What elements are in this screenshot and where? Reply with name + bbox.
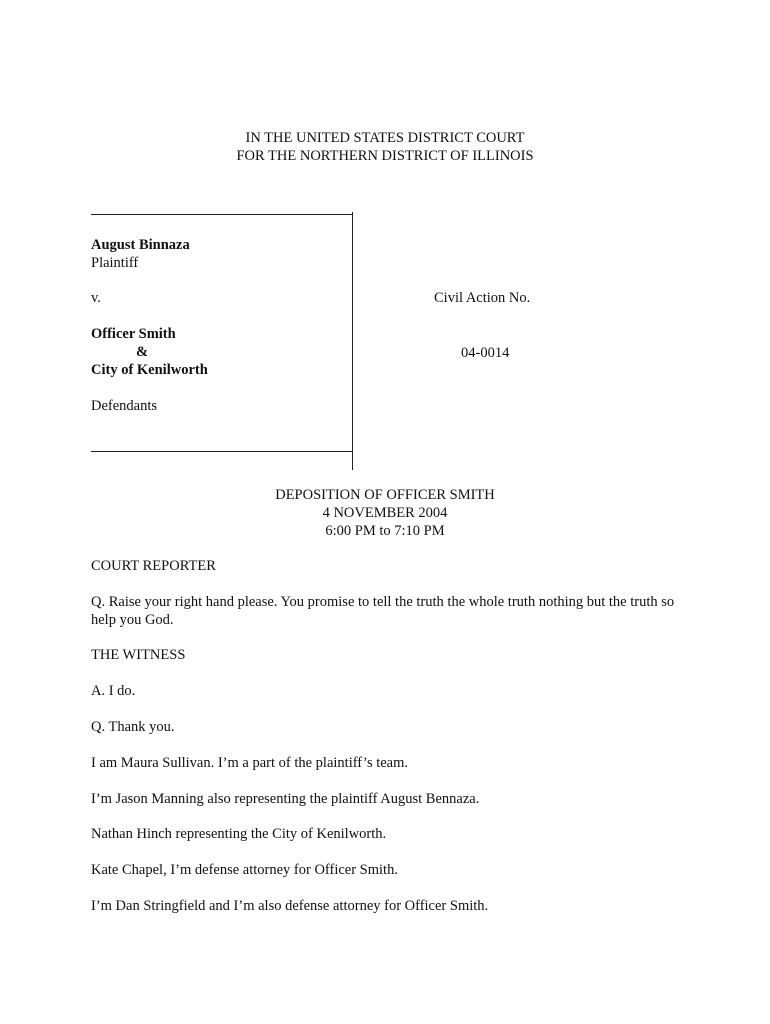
court-heading-line-2: FOR THE NORTHERN DISTRICT OF ILLINOIS <box>236 148 534 164</box>
transcript-introduction: I am Maura Sullivan. I’m a part of the plaintiff’s team. <box>91 755 409 771</box>
deposition-date: 4 NOVEMBER 2004 <box>322 505 448 521</box>
defendants-role: Defendants <box>91 398 158 414</box>
caption-bottom-rule <box>91 451 353 452</box>
caption-top-rule <box>91 214 353 215</box>
transcript-introduction: Nathan Hinch representing the City of Kenilworth. <box>91 826 387 842</box>
plaintiff-name: August Binnaza <box>91 237 190 253</box>
court-heading-line-1: IN THE UNITED STATES DISTRICT COURT <box>245 130 525 146</box>
caption-vertical-rule <box>352 212 353 470</box>
transcript-introduction: Kate Chapel, I’m defense attorney for Officer Smith. <box>91 862 398 878</box>
transcript-introduction: I’m Dan Stringfield and I’m also defense attorney for Officer Smith. <box>91 898 489 914</box>
case-number: 04-0014 <box>461 345 510 361</box>
speaker-court-reporter: COURT REPORTER <box>91 558 216 574</box>
ampersand: & <box>136 344 149 360</box>
transcript-answer: A. I do. <box>91 683 136 699</box>
civil-action-label: Civil Action No. <box>434 290 531 306</box>
defendant-2-name: City of Kenilworth <box>91 362 208 378</box>
plaintiff-role: Plaintiff <box>91 255 139 271</box>
transcript-introduction: I’m Jason Manning also representing the plaintiff August Bennaza. <box>91 791 480 807</box>
transcript-question-oath: Q. Raise your right hand please. You promise to tell the truth the whole truth nothing but the truth so help you God. <box>91 594 675 628</box>
versus-label: v. <box>91 290 101 306</box>
speaker-the-witness: THE WITNESS <box>91 647 186 663</box>
deposition-title: DEPOSITION OF OFFICER SMITH <box>275 487 495 503</box>
deposition-time: 6:00 PM to 7:10 PM <box>325 523 445 539</box>
transcript-thank-you: Q. Thank you. <box>91 719 175 735</box>
defendant-1-name: Officer Smith <box>91 326 176 342</box>
